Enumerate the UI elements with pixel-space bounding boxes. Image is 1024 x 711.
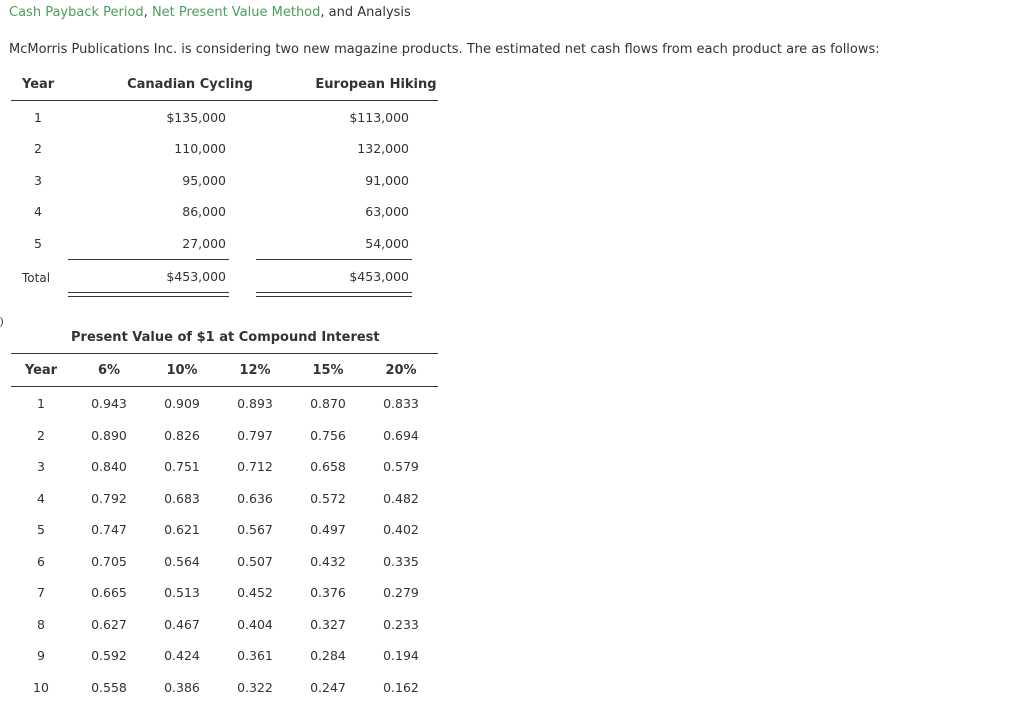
cashflow-european-hiking-cell: 63,000 xyxy=(365,204,409,219)
pv-year-cell: 6 xyxy=(37,553,45,569)
cashflow-year-cell: 4 xyxy=(34,204,42,219)
pv-factor-cell: 0.482 xyxy=(383,490,419,506)
problem-title xyxy=(9,5,411,21)
pv-factor-cell: 0.694 xyxy=(383,427,419,443)
pv-year-cell: 8 xyxy=(37,616,45,632)
pv-factor-cell: 0.636 xyxy=(237,490,273,506)
pv-factor-cell: 0.247 xyxy=(310,679,346,695)
cashflow-total-european-hiking: $453,000 xyxy=(349,269,409,284)
pv-factor-cell: 0.909 xyxy=(164,396,200,411)
pv-factor-cell: 0.893 xyxy=(237,396,273,411)
cashflow-subtotal-rule-2 xyxy=(256,259,412,260)
pv-title-rule xyxy=(11,353,438,354)
pv-factor-cell: 0.376 xyxy=(310,585,346,600)
pv-factor-cell: 0.712 xyxy=(237,459,273,474)
pv-factor-cell: 0.452 xyxy=(237,585,273,600)
pv-factor-cell: 0.579 xyxy=(383,459,419,474)
pv-factor-cell: 0.162 xyxy=(383,679,419,695)
pv-factor-cell: 0.572 xyxy=(310,490,346,506)
pv-factor-cell: 0.335 xyxy=(383,553,419,569)
pv-year-cell: 9 xyxy=(37,648,45,663)
pv-factor-cell: 0.756 xyxy=(310,427,346,443)
cashflow-header-canadian-cycling: Canadian Cycling xyxy=(127,77,253,92)
cashflow-year-cell: 5 xyxy=(34,236,42,251)
pv-factor-cell: 0.621 xyxy=(164,522,200,537)
cashflow-canadian-cycling-cell: 95,000 xyxy=(182,173,226,188)
scroll-edge-marker xyxy=(0,316,3,328)
pv-factor-cell: 0.279 xyxy=(383,585,419,600)
pv-factor-cell: 0.361 xyxy=(237,648,273,663)
pv-factor-cell: 0.890 xyxy=(91,427,127,443)
pv-factor-cell: 0.284 xyxy=(310,648,346,663)
pv-factor-cell: 0.705 xyxy=(91,553,127,569)
pv-factor-cell: 0.322 xyxy=(237,679,273,695)
pv-year-cell: 1 xyxy=(37,396,45,411)
pv-factor-cell: 0.564 xyxy=(164,553,200,569)
pv-factor-cell: 0.432 xyxy=(310,553,346,569)
cashflow-canadian-cycling-cell: 110,000 xyxy=(174,141,226,156)
cashflow-canadian-cycling-cell: 27,000 xyxy=(182,236,226,251)
cashflow-total-canadian-cycling: $453,000 xyxy=(166,269,226,284)
pv-factor-cell: 0.402 xyxy=(383,522,419,537)
cashflow-header-year: Year xyxy=(22,77,55,92)
pv-year-cell: 4 xyxy=(37,490,45,506)
pv-factor-cell: 0.870 xyxy=(310,396,346,411)
pv-factor-cell: 0.833 xyxy=(383,396,419,411)
cashflow-canadian-cycling-cell: 86,000 xyxy=(182,204,226,219)
title-separator: , xyxy=(143,5,152,20)
pv-header-cell: 12% xyxy=(239,363,271,378)
pv-factor-cell: 0.751 xyxy=(164,459,200,474)
pv-factor-cell: 0.513 xyxy=(164,585,200,600)
pv-factor-cell: 0.747 xyxy=(91,522,127,537)
pv-factor-cell: 0.404 xyxy=(237,616,273,632)
pv-factor-cell: 0.567 xyxy=(237,522,273,537)
pv-factor-cell: 0.424 xyxy=(164,648,200,663)
cashflow-total-label: Total xyxy=(22,271,51,285)
pv-factor-cell: 0.627 xyxy=(91,616,127,632)
pv-header-cell: 6% xyxy=(97,363,121,378)
cashflow-year-cell: 1 xyxy=(34,110,42,125)
cashflow-year-cell: 2 xyxy=(34,141,42,156)
pv-factor-cell: 0.507 xyxy=(237,553,273,569)
pv-factor-cell: 0.658 xyxy=(310,459,346,474)
pv-header-cell: 15% xyxy=(312,363,344,378)
cashflow-year-cell: 3 xyxy=(34,173,42,188)
cashflow-european-hiking-cell: 54,000 xyxy=(365,236,409,251)
pv-factor-cell: 0.233 xyxy=(383,616,419,632)
pv-table-title: Present Value of $1 at Compound Interest xyxy=(71,330,380,345)
pv-factor-cell: 0.840 xyxy=(91,459,127,474)
cashflow-total-double-rule-2 xyxy=(256,292,412,297)
pv-factor-cell: 0.792 xyxy=(91,490,127,506)
pv-factor-cell: 0.665 xyxy=(91,585,127,600)
pv-header-cell: 20% xyxy=(385,363,417,378)
cashflow-subtotal-rule-1 xyxy=(68,259,229,260)
pv-factor-cell: 0.683 xyxy=(164,490,200,506)
cashflow-european-hiking-cell: 132,000 xyxy=(357,141,409,156)
cash-payback-period-link[interactable]: Cash Payback Period xyxy=(9,5,144,20)
pv-factor-cell: 0.558 xyxy=(91,679,127,695)
npv-method-link[interactable]: Net Present Value Method xyxy=(151,5,321,20)
pv-factor-cell: 0.194 xyxy=(383,648,419,663)
pv-factor-cell: 0.826 xyxy=(164,427,200,443)
pv-header-rule xyxy=(11,386,438,387)
cashflow-canadian-cycling-cell: $135,000 xyxy=(166,110,226,125)
pv-year-cell: 3 xyxy=(37,459,45,474)
pv-factor-cell: 0.467 xyxy=(164,616,200,632)
pv-factor-cell: 0.943 xyxy=(91,396,127,411)
cashflow-european-hiking-cell: 91,000 xyxy=(365,173,409,188)
cashflow-header-rule xyxy=(11,100,438,101)
pv-factor-cell: 0.327 xyxy=(310,616,346,632)
cashflow-european-hiking-cell: $113,000 xyxy=(349,110,409,125)
pv-factor-cell: 0.592 xyxy=(91,648,127,663)
pv-year-cell: 5 xyxy=(37,522,45,537)
pv-year-cell: 7 xyxy=(37,585,45,600)
problem-intro: McMorris Publications Inc. is considering two new magazine products. The estimated net cash flows from each product are as follows: xyxy=(9,42,880,57)
title-suffix: , and Analysis xyxy=(320,5,411,20)
pv-factor-cell: 0.797 xyxy=(237,427,273,443)
cashflow-header-european-hiking: European Hiking xyxy=(315,77,437,92)
pv-factor-cell: 0.497 xyxy=(310,522,346,537)
pv-factor-cell: 0.386 xyxy=(164,679,200,695)
pv-header-cell: 10% xyxy=(166,363,198,378)
cashflow-total-double-rule-1 xyxy=(68,292,229,297)
pv-year-cell: 10 xyxy=(33,679,49,695)
pv-header-cell: Year xyxy=(24,363,58,378)
pv-year-cell: 2 xyxy=(37,427,45,443)
